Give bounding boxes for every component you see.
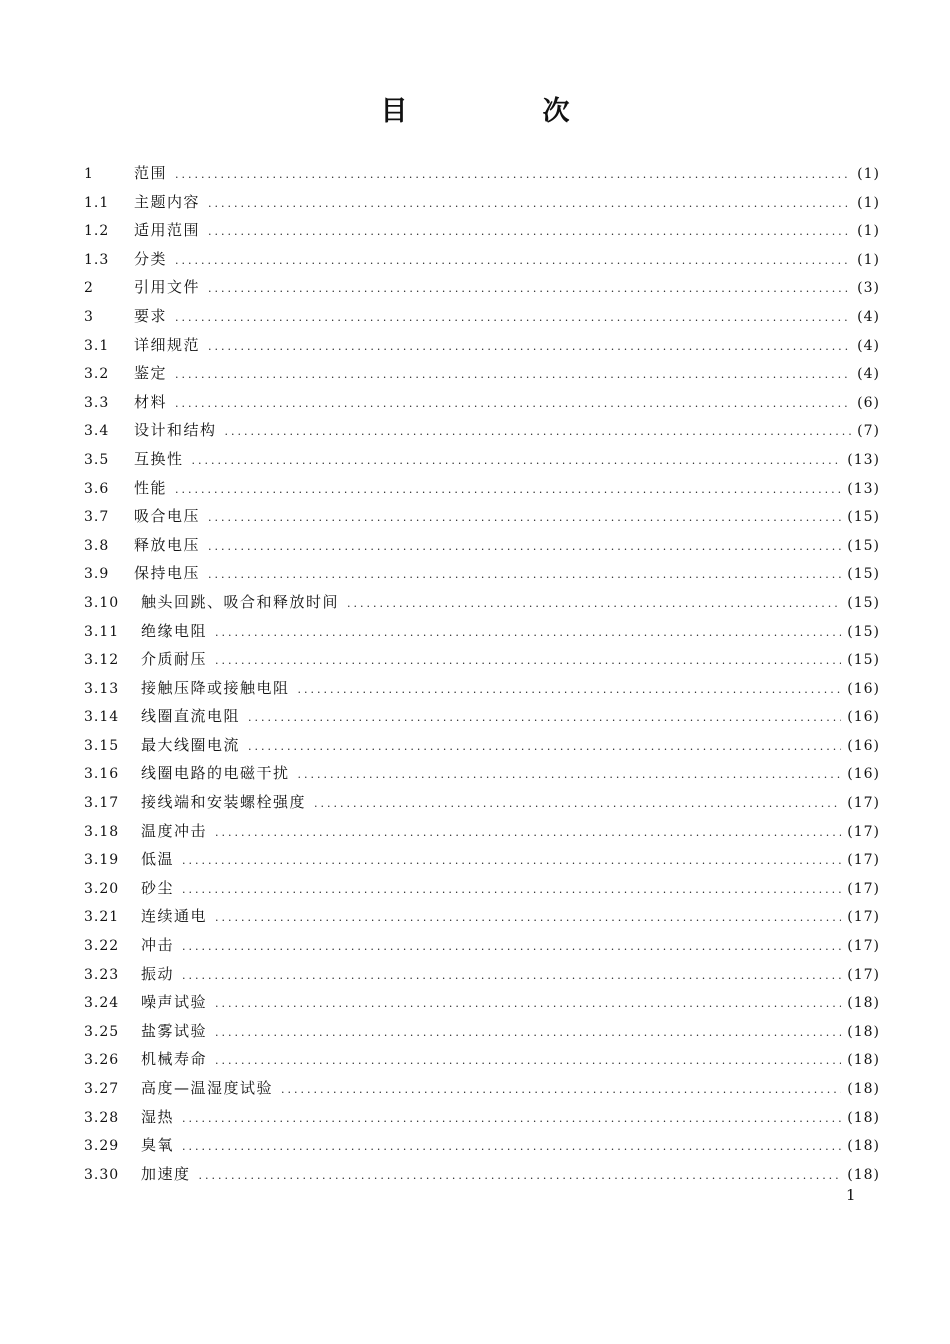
toc-entry[interactable] [84,702,880,731]
toc-entry[interactable] [84,559,880,588]
toc-page: (17) [847,823,880,840]
toc-number: 3.5 [84,451,110,468]
toc-label: 主题内容 [134,192,201,211]
toc-page: (16) [847,680,880,697]
toc-number: 1 [84,166,94,182]
toc-entry[interactable] [84,245,880,274]
toc-entry[interactable] [84,874,880,903]
toc-leader [215,1019,841,1048]
toc-label: 触头回跳、吸合和释放时间 [141,592,340,611]
toc-number: 3.25 [84,1023,120,1040]
toc-page: (15) [847,623,880,640]
toc-page: (17) [847,938,880,955]
toc-leader [215,904,841,933]
toc-page: (4) [857,337,880,354]
toc-page: (4) [857,366,880,383]
toc-entry[interactable] [84,731,880,760]
toc-entry[interactable] [84,502,880,531]
toc-number: 3.18 [84,823,120,840]
toc-number: 3.14 [84,709,120,726]
toc-number: 3.24 [84,995,120,1012]
toc-number: 3.19 [84,852,120,869]
toc-leader [215,647,841,676]
toc-number: 3.20 [84,880,120,897]
toc-number: 3.13 [84,680,120,697]
toc-label: 线圈电路的电磁干扰 [141,764,290,783]
toc-entry[interactable] [84,674,880,703]
toc-label: 释放电压 [134,535,201,554]
toc-label: 介质耐压 [141,650,208,669]
toc-entry[interactable] [84,1131,880,1160]
toc-number: 3.2 [84,366,110,383]
toc-leader [281,1076,841,1105]
toc-number: 3.12 [84,652,120,669]
toc-page: (15) [847,537,880,554]
toc-label: 温度冲击 [141,821,208,840]
toc-page: (18) [847,1109,880,1126]
toc-page: (18) [847,1023,880,1040]
toc-leader [182,876,841,905]
toc-label: 机械寿命 [141,1050,208,1069]
toc-number: 3.3 [84,394,110,411]
toc-entry[interactable] [84,1103,880,1132]
toc-entry[interactable] [84,531,880,560]
toc-leader [175,361,851,390]
toc-leader [248,733,841,762]
toc-leader [215,619,841,648]
toc-label: 保持电压 [134,564,201,583]
toc-number: 3.10 [84,594,120,611]
toc-entry[interactable] [84,188,880,217]
toc-entry[interactable] [84,960,880,989]
toc-label: 砂尘 [141,878,175,897]
toc-number: 1.2 [84,223,110,240]
toc-page: (15) [847,509,880,526]
toc-page: (7) [857,423,880,440]
toc-leader [199,1162,842,1191]
toc-label: 线圈直流电阻 [141,707,241,726]
toc-entry[interactable] [84,645,880,674]
toc-label: 连续通电 [141,907,208,926]
toc-number: 1.3 [84,251,110,268]
toc-label: 高度—温湿度试验 [141,1079,274,1097]
toc-entry[interactable] [84,302,880,331]
toc-number: 3 [84,308,94,325]
toc-number: 3.23 [84,966,120,983]
toc-leader [175,161,851,190]
toc-page: (16) [847,737,880,754]
toc-label: 绝缘电阻 [141,621,208,640]
toc-entry[interactable] [84,988,880,1017]
toc-leader [248,704,841,733]
toc-number: 3.9 [84,566,110,583]
toc-label: 臭氧 [141,1136,175,1155]
toc-number: 3.11 [84,623,120,640]
toc-leader [182,933,841,962]
toc-number: 3.7 [84,509,110,526]
toc-page: (18) [847,995,880,1012]
toc-page: (18) [847,1138,880,1155]
toc-number: 3.26 [84,1052,120,1069]
toc-number: 3.1 [84,337,110,354]
toc-leader [298,676,842,705]
toc-entry[interactable] [84,359,880,388]
page-title: 目 次 [380,96,624,127]
toc-entry[interactable] [84,1017,880,1046]
toc-entry[interactable] [84,159,880,188]
toc-page: (18) [847,1081,880,1097]
toc-page: (15) [847,566,880,583]
toc-leader [182,847,841,876]
toc-entry[interactable] [84,788,880,817]
toc-leader [208,190,851,219]
toc-page: (18) [847,1166,880,1183]
toc-number: 3.16 [84,766,120,783]
toc-page: (13) [847,480,880,497]
toc-entry[interactable] [84,1074,880,1103]
toc-leader [215,819,841,848]
toc-leader [175,247,851,276]
toc-label: 接触压降或接触电阻 [141,678,290,697]
toc-label: 性能 [134,478,168,497]
toc-page: (16) [847,709,880,726]
toc-entry[interactable] [84,445,880,474]
toc-leader [182,962,841,991]
toc-number: 1.1 [84,194,110,211]
toc-entry[interactable] [84,931,880,960]
toc-leader [182,1105,841,1134]
toc-number: 3.21 [84,909,120,926]
toc-page: (17) [847,909,880,926]
toc-entry[interactable] [84,902,880,931]
toc-entry[interactable] [84,388,880,417]
toc-label: 要求 [134,306,168,325]
toc-leader [208,561,841,590]
toc-label: 振动 [141,964,175,983]
toc-entry[interactable] [84,273,880,302]
toc-leader [208,333,851,362]
toc-leader [215,1047,841,1076]
toc-number: 3.8 [84,537,110,554]
toc-leader [182,1133,841,1162]
toc-leader [347,590,841,619]
toc-leader [298,761,842,790]
toc-leader [192,447,842,476]
toc-label: 引用文件 [134,278,201,297]
toc-page: (17) [847,966,880,983]
toc-page: (1) [857,194,880,211]
toc-page: (18) [847,1052,880,1069]
toc-page: (1) [857,223,880,240]
toc-entry[interactable] [84,474,880,503]
toc-leader [225,418,852,447]
toc-label: 互换性 [134,449,184,468]
toc-number: 2 [84,280,94,297]
toc-entry[interactable] [84,845,880,874]
toc-label: 适用范围 [134,221,201,240]
toc-leader [175,304,851,333]
toc-leader [208,218,851,247]
toc-leader [314,790,841,819]
toc-label: 加速度 [141,1164,191,1183]
toc-label: 湿热 [141,1107,175,1126]
toc-entry[interactable] [84,817,880,846]
toc-label: 分类 [134,249,168,268]
toc-label: 噪声试验 [141,993,208,1012]
toc-page: (6) [857,394,880,411]
toc-number: 3.30 [84,1166,120,1183]
toc-leader [215,990,841,1019]
toc-entry[interactable] [84,588,880,617]
toc-entry[interactable] [84,759,880,788]
toc-number: 3.22 [84,938,120,955]
toc-page: (13) [847,451,880,468]
toc-page: (3) [857,280,880,297]
toc-label: 低温 [141,850,175,869]
page-number: 1 [846,1186,856,1204]
toc-page: (17) [847,852,880,869]
toc-entry[interactable] [84,1160,880,1189]
toc-leader [175,390,851,419]
toc-page: (4) [857,308,880,325]
toc-label: 冲击 [141,936,175,955]
toc-number: 3.6 [84,480,110,497]
toc-leader [208,275,851,304]
toc-label: 详细规范 [134,335,201,354]
toc-entry[interactable] [84,617,880,646]
toc-number: 3.17 [84,795,120,812]
toc-label: 最大线圈电流 [141,735,241,754]
toc-number: 3.28 [84,1109,120,1126]
toc-number: 3.29 [84,1138,120,1155]
toc-label: 设计和结构 [134,421,217,440]
toc-page: (15) [847,652,880,669]
toc-entry[interactable] [84,1045,880,1074]
toc-page: (17) [847,880,880,897]
toc-page: (17) [847,795,880,812]
toc-label: 接线端和安装螺栓强度 [141,793,307,812]
toc-label: 盐雾试验 [141,1021,208,1040]
toc-page: (1) [857,251,880,268]
toc-page: (16) [847,766,880,783]
toc-number: 3.15 [84,737,120,754]
toc-label: 范围 [134,164,168,182]
toc-leader [175,476,841,505]
toc-leader [208,533,841,562]
toc-entry[interactable] [84,216,880,245]
toc-page: (1) [857,166,880,182]
toc-leader [208,504,841,533]
toc-entry[interactable] [84,416,880,445]
toc-label: 材料 [134,392,168,411]
table-of-contents [84,159,880,1188]
toc-label: 吸合电压 [134,507,201,526]
toc-number: 3.4 [84,423,110,440]
toc-page: (15) [847,594,880,611]
toc-label: 鉴定 [134,364,168,383]
toc-number: 3.27 [84,1081,120,1097]
toc-entry[interactable] [84,331,880,360]
